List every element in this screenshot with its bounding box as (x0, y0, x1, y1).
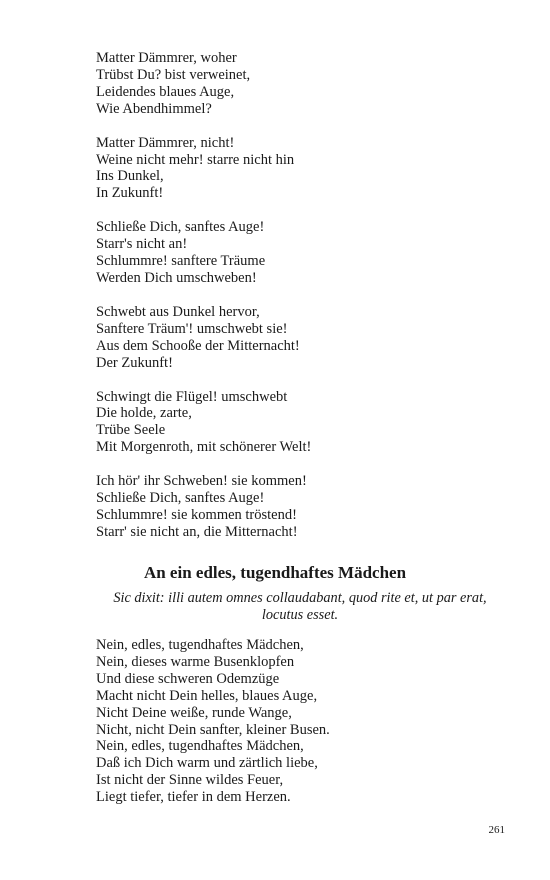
verse-line: Macht nicht Dein helles, blaues Auge, (96, 687, 318, 704)
verse-line: Ich hör' ihr Schweben! sie kommen! (96, 473, 307, 490)
stanza (96, 135, 496, 203)
verse-line: Trübst Du? bist verweinet, (96, 66, 251, 83)
verse-line: Schließe Dich, sanftes Auge! (96, 219, 265, 236)
page-number: 261 (488, 824, 505, 836)
verse-line: Starr's nicht an! (96, 236, 188, 253)
verse-line: Weine nicht mehr! starre nicht hin (96, 151, 295, 168)
verse-line: Nicht Deine weiße, runde Wange, (96, 704, 292, 721)
verse-line: Liegt tiefer, tiefer in dem Herzen. (96, 789, 291, 806)
stanza (96, 304, 496, 372)
verse-line: Aus dem Schooße der Mitternacht! (96, 337, 300, 354)
verse-line: Schwebt aus Dunkel hervor, (96, 303, 260, 320)
verse-line: Mit Morgenroth, mit schönerer Welt! (96, 439, 312, 456)
verse-line: Schließe Dich, sanftes Auge! (96, 490, 265, 507)
epigraph: Sic dixit: illi autem omnes collaudabant, quod rite et, ut par erat, locutus esset. (113, 590, 487, 623)
verse-line: Schwingt die Flügel! umschwebt (96, 388, 288, 405)
stanza (96, 219, 496, 287)
verse-line: Trübe Seele (96, 422, 166, 439)
stanza (96, 389, 496, 457)
verse-line: Die holde, zarte, (96, 405, 192, 422)
verse-line: Leidendes blaues Auge, (96, 83, 235, 100)
verse-line: Und diese schweren Odemzüge (96, 670, 280, 687)
verse-line: Nein, dieses warme Busenklopfen (96, 653, 295, 670)
verse-line: Starr' sie nicht an, die Mitternacht! (96, 523, 298, 540)
verse-line: Ist nicht der Sinne wildes Feuer, (96, 772, 284, 789)
verse-line: Wie Abendhimmel? (96, 100, 212, 117)
verse-line: Nicht, nicht Dein sanfter, kleiner Busen. (96, 721, 330, 738)
stanza (96, 473, 496, 541)
poem-title: An ein edles, tugendhaftes Mädchen (143, 563, 407, 582)
verse-line: Ins Dunkel, (96, 168, 164, 185)
poem-body (96, 637, 496, 806)
verse-line: Der Zukunft! (96, 354, 173, 371)
verse-line: Matter Dämmrer, nicht! (96, 134, 235, 151)
verse-line: Werden Dich umschweben! (96, 269, 257, 286)
verse-line: Sanftere Träum'! umschwebt sie! (96, 320, 288, 337)
verse-line: Matter Dämmrer, woher (96, 50, 237, 66)
verse-line: Schlummre! sie kommen tröstend! (96, 506, 297, 523)
verse-line: Nein, edles, tugendhaftes Mädchen, (96, 637, 304, 653)
verse-line: Daß ich Dich warm und zärtlich liebe, (96, 755, 318, 772)
verse-line: Schlummre! sanftere Träume (96, 253, 266, 270)
poem-stanzas (96, 50, 496, 558)
verse-line: In Zukunft! (96, 185, 164, 202)
stanza (96, 50, 496, 118)
verse-line: Nein, edles, tugendhaftes Mädchen, (96, 738, 304, 755)
